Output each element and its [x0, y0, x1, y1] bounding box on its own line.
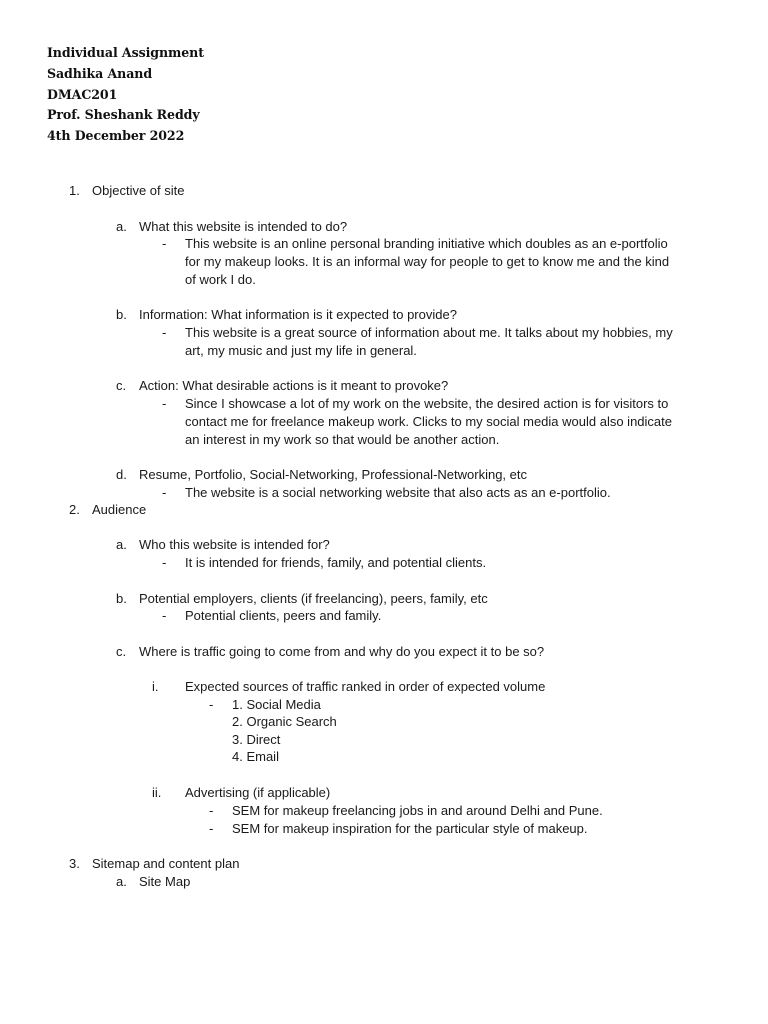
- item-letter: b.: [116, 591, 127, 606]
- item-letter: a.: [116, 537, 127, 552]
- answer-line: of work I do.: [185, 272, 256, 287]
- professor-name: Prof. Sheshank Reddy: [47, 107, 200, 122]
- bullet-dash: -: [162, 485, 167, 500]
- section-title: Sitemap and content plan: [92, 856, 240, 871]
- bullet-dash: -: [162, 555, 167, 570]
- item-question: Resume, Portfolio, Social-Networking, Professional-Networking, etc: [139, 467, 527, 482]
- subitem-numeral: i.: [152, 679, 159, 694]
- bullet-dash: -: [162, 608, 167, 623]
- section-number: 2.: [69, 502, 80, 517]
- bullet-dash: -: [162, 396, 167, 411]
- item-question: Where is traffic going to come from and why do you expect it to be so?: [139, 644, 545, 659]
- item-letter: b.: [116, 307, 127, 322]
- subitem-numeral: ii.: [152, 785, 162, 800]
- answer-line: This website is a great source of information about me. It talks about my hobbies, my: [185, 325, 673, 340]
- subitem-text: Advertising (if applicable): [185, 785, 331, 800]
- submission-date: 4th December 2022: [47, 128, 185, 143]
- item-question: Site Map: [139, 874, 191, 889]
- traffic-source-line: 1. Social Media: [232, 697, 321, 712]
- bullet-dash: -: [209, 803, 214, 818]
- item-question: What this website is intended to do?: [139, 219, 348, 234]
- answer-line: It is intended for friends, family, and potential clients.: [185, 555, 487, 570]
- subitem-text: Expected sources of traffic ranked in order of expected volume: [185, 679, 546, 694]
- advertising-line: SEM for makeup inspiration for the particular style of makeup.: [232, 821, 588, 836]
- item-question: Potential employers, clients (if freelancing), peers, family, etc: [139, 591, 488, 606]
- author-name: Sadhika Anand: [47, 66, 153, 81]
- bullet-dash: -: [209, 697, 214, 712]
- answer-line: The website is a social networking website that also acts as an e-portfolio.: [185, 485, 611, 500]
- item-letter: a.: [116, 874, 127, 889]
- bullet-dash: -: [162, 236, 167, 251]
- answer-line: art, my music and just my life in general.: [185, 343, 417, 358]
- section-number: 3.: [69, 856, 80, 871]
- item-question: Information: What information is it expected to provide?: [139, 307, 457, 322]
- answer-line: This website is an online personal branding initiative which doubles as an e-portfolio: [185, 236, 668, 251]
- answer-line: for my makeup looks. It is an informal way for people to get to know me and the kind: [185, 254, 670, 269]
- item-letter: a.: [116, 219, 127, 234]
- answer-line: contact me for freelance makeup work. Clicks to my social media would also indicate: [185, 414, 672, 429]
- section-title: Audience: [92, 502, 147, 517]
- item-letter: c.: [116, 644, 127, 659]
- traffic-source-line: 4. Email: [232, 749, 279, 764]
- answer-line: an interest in my work so that would be another action.: [185, 432, 500, 447]
- traffic-source-line: 3. Direct: [232, 732, 281, 747]
- traffic-source-line: 2. Organic Search: [232, 714, 337, 729]
- item-letter: d.: [116, 467, 127, 482]
- course-code: DMAC201: [47, 87, 118, 102]
- section-number: 1.: [69, 183, 80, 198]
- advertising-line: SEM for makeup freelancing jobs in and around Delhi and Pune.: [232, 803, 603, 818]
- item-question: Action: What desirable actions is it meant to provoke?: [139, 378, 449, 393]
- answer-line: Since I showcase a lot of my work on the website, the desired action is for visitors to: [185, 396, 669, 411]
- section-title: Objective of site: [92, 183, 185, 198]
- assignment-title: Individual Assignment: [47, 45, 204, 60]
- item-question: Who this website is intended for?: [139, 537, 330, 552]
- item-letter: c.: [116, 378, 127, 393]
- bullet-dash: -: [209, 821, 214, 836]
- bullet-dash: -: [162, 325, 167, 340]
- answer-line: Potential clients, peers and family.: [185, 608, 382, 623]
